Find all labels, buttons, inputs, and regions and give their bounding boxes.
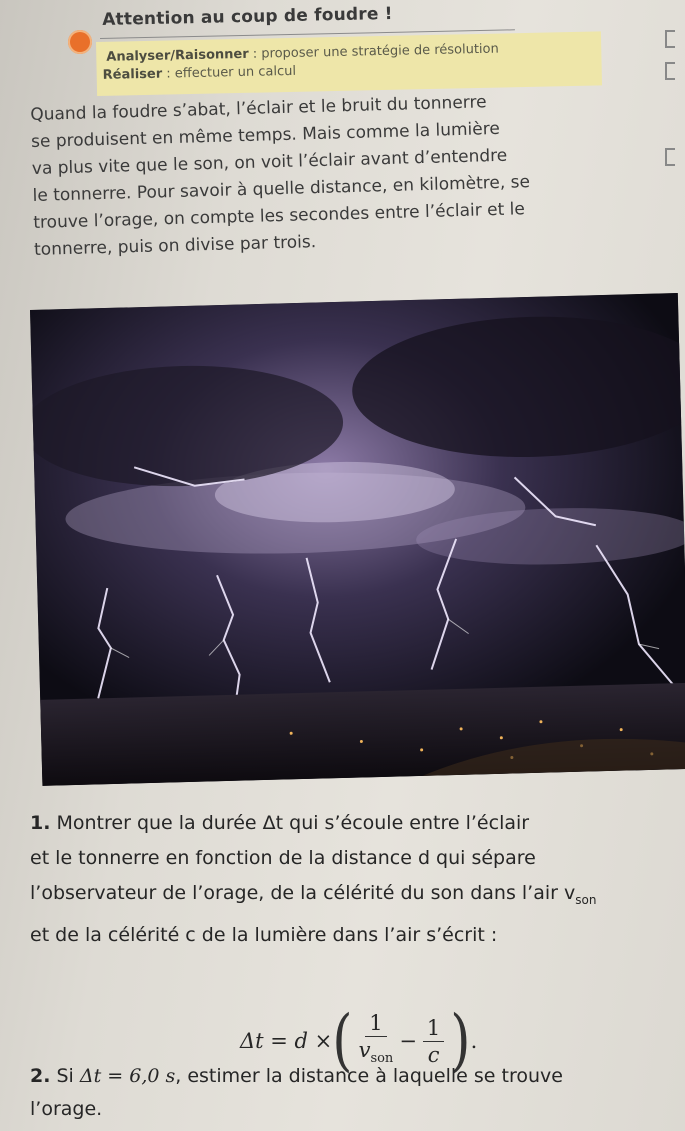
formula-lhs: Δt = d × xyxy=(240,1029,333,1054)
question-1-line: et le tonnerre en fonction de la distance d qui sépare xyxy=(30,847,536,869)
intro-line: va plus vite que le son, on voit l’éclair avant d’entendre xyxy=(31,145,508,179)
question-2 xyxy=(30,1060,670,1126)
question-1-line: l’observateur de l’orage, de la célérité du son dans l’air $v_{son}$ xyxy=(30,882,597,907)
intro-line: se produisent en même temps. Mais comme la lumière xyxy=(30,118,501,152)
intro-line: trouve l’orage, on compte les secondes entre l’éclair et le xyxy=(33,199,526,233)
intro-line: Quand la foudre s’abat, l’éclair et le bruit du tonnerre xyxy=(30,92,487,125)
fraction-light: $\frac{1}{c}$ xyxy=(423,1015,444,1068)
question-2-line: l’orage. xyxy=(30,1098,103,1120)
lightning-storm-photo xyxy=(30,293,685,786)
exercise-title: Attention au coup de foudre ! xyxy=(102,3,393,30)
question-1 xyxy=(30,806,670,953)
question-1-line: et de la célérité c de la lumière dans l’air s’écrit : xyxy=(30,923,498,946)
fraction-sound: $\frac{1}{v_{son}}$ xyxy=(358,1011,394,1067)
question-1-line: 1. Montrer que la durée Δt qui s’écoule entre l’éclair xyxy=(30,812,530,834)
exercise-badge-icon xyxy=(68,30,92,54)
delay-formula: Δt = d × ( $\frac{1}{v_{son}}$ − $\frac{1}{c}$ ) . xyxy=(240,1002,478,1081)
skill-realiser: Réaliser : effectuer un calcul xyxy=(102,63,297,83)
formula-minus: − xyxy=(399,1029,417,1054)
margin-bracket-icon xyxy=(665,30,675,48)
intro-line: tonnerre, puis on divise par trois. xyxy=(33,232,317,260)
question-2-line: 2. Si Δt = 6,0 s, estimer la distance à laquelle se trouve xyxy=(30,1065,563,1087)
margin-bracket-icon xyxy=(665,62,675,80)
skill-analyser: Analyser/Raisonner : proposer une stratégie de résolution xyxy=(106,41,499,65)
skills-box xyxy=(96,31,602,96)
intro-line: le tonnerre. Pour savoir à quelle distance, en kilomètre, se xyxy=(32,172,531,206)
intro-paragraph xyxy=(30,84,674,264)
lightning-storm-illustration xyxy=(30,293,685,786)
